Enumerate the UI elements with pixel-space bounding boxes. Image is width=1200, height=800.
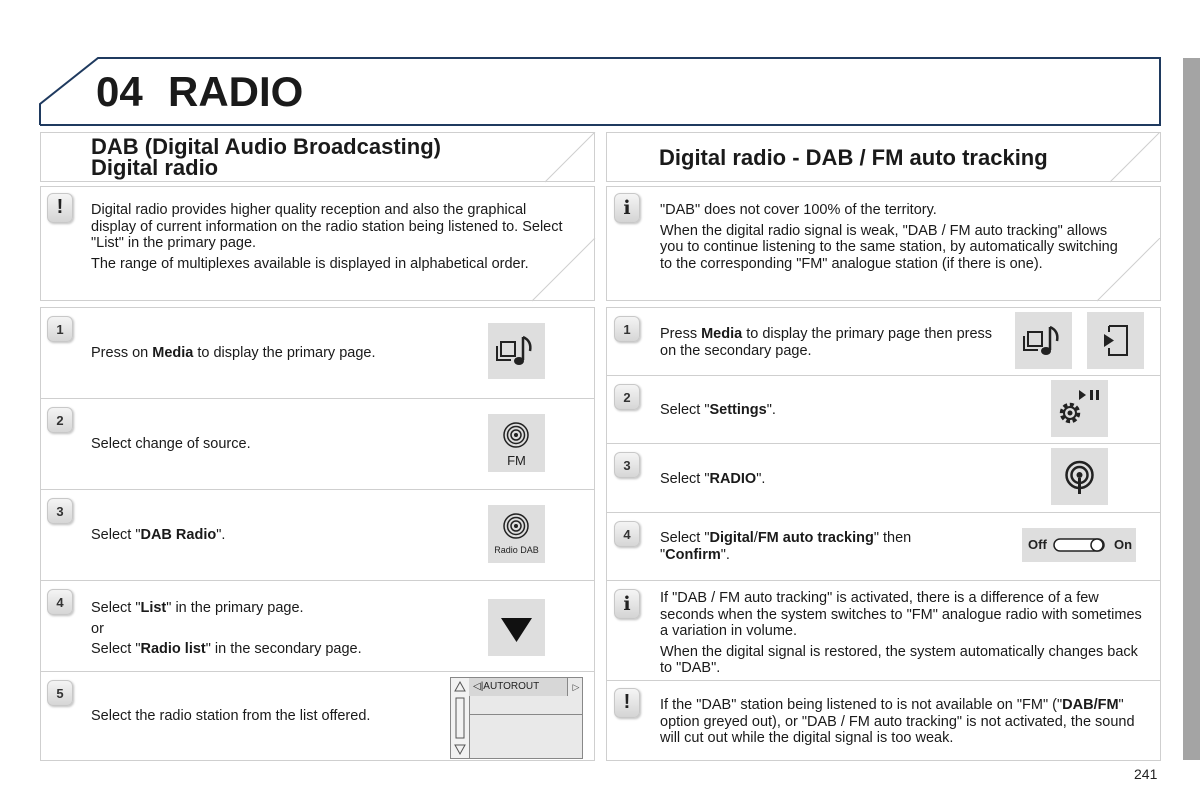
step-badge: 2 bbox=[614, 384, 640, 410]
step-badge: 4 bbox=[614, 521, 640, 547]
play-arrow-icon: ▷ bbox=[567, 678, 584, 696]
toggle-on-label: On bbox=[1114, 537, 1133, 552]
step-badge: 4 bbox=[47, 589, 73, 615]
fold-corner bbox=[1100, 132, 1161, 183]
right-info-text: "DAB" does not cover 100% of the territory. When the digital radio signal is weak, "DAB / FM auto tracking" allows you to continue listening to the same station, by automatically switching to the corresponding "FM" analogue station (if there is one). bbox=[660, 202, 1118, 272]
radio-signal-icon bbox=[488, 505, 545, 545]
left-step-3-text: Select "DAB Radio". bbox=[91, 527, 226, 543]
station-list-screen bbox=[450, 677, 583, 759]
media-button-icon bbox=[1015, 312, 1072, 369]
left-step-5-text: Select the radio station from the list offered. bbox=[91, 708, 371, 724]
divider bbox=[40, 580, 595, 581]
page-number: 241 bbox=[1134, 766, 1158, 782]
left-step-2-text: Select change of source. bbox=[91, 436, 251, 452]
speaker-icon: ◁| bbox=[473, 681, 484, 692]
step-badge: 2 bbox=[47, 407, 73, 433]
right-step-2-text: Select "Settings". bbox=[660, 402, 776, 418]
chapter-number: 04 bbox=[96, 68, 143, 115]
radio-dab-icon-box bbox=[488, 505, 545, 563]
divider bbox=[40, 398, 595, 399]
right-heading: Digital radio - DAB / FM auto tracking bbox=[659, 145, 1048, 170]
toggle-off-label: Off bbox=[1028, 537, 1047, 552]
settings-icon-box bbox=[1051, 380, 1108, 437]
warning-icon: ! bbox=[614, 688, 640, 718]
auto-tracking-toggle bbox=[1022, 528, 1136, 562]
left-note-text: Digital radio provides higher quality reception and also the graphical display of current information on the radio station being listened to. Select "List" in the primary page. The range of multiplexes available is displayed in alphabetical order. bbox=[91, 202, 563, 272]
list-scrollbar bbox=[451, 678, 470, 758]
divider bbox=[606, 580, 1161, 581]
left-heading: DAB (Digital Audio Broadcasting) Digital radio bbox=[91, 134, 441, 180]
divider bbox=[606, 512, 1161, 513]
secondary-page-icon bbox=[1087, 312, 1144, 369]
secondary-page-icon-box bbox=[1087, 312, 1144, 369]
source-fm-icon-box bbox=[488, 414, 545, 472]
step-badge: 1 bbox=[614, 316, 640, 342]
right-info2-text: If "DAB / FM auto tracking" is activated, there is a difference of a few seconds when the system switches to "FM" analogue radio with sometimes a variation in volume. When the digital signal is restored, the system automatically changes back to "DAB". bbox=[660, 590, 1142, 676]
fold-corner bbox=[535, 132, 596, 183]
media-icon bbox=[1015, 312, 1072, 369]
divider bbox=[606, 443, 1161, 444]
warning-icon: ! bbox=[47, 193, 73, 223]
divider bbox=[40, 489, 595, 490]
media-icon bbox=[488, 323, 545, 379]
info-icon: i bbox=[614, 193, 640, 223]
media-button-icon bbox=[488, 323, 545, 379]
radio-antenna-icon bbox=[1051, 448, 1108, 505]
divider bbox=[40, 671, 595, 672]
left-step-4-text: Select "List" in the primary page. or Select "Radio list" in the secondary page. bbox=[91, 600, 362, 657]
right-step-1-text: Press Media to display the primary page then press on the secondary page. bbox=[660, 326, 993, 359]
triangle-down-icon bbox=[488, 599, 545, 656]
radio-signal-icon bbox=[488, 414, 545, 454]
scroll-arrows-icon bbox=[451, 678, 469, 758]
info-icon: i bbox=[614, 589, 640, 619]
chapter-title: RADIO bbox=[168, 68, 304, 115]
toggle-switch-icon bbox=[1052, 536, 1108, 554]
list-row-line bbox=[469, 696, 583, 715]
station-list-item: ◁|AUTOROUT bbox=[469, 678, 567, 696]
right-step-3-text: Select "RADIO". bbox=[660, 471, 766, 487]
step-badge: 3 bbox=[614, 452, 640, 478]
radio-dab-label: Radio DAB bbox=[494, 545, 539, 555]
right-warning-text: If the "DAB" station being listened to is not available on "FM" ("DAB/FM" option greyed out), or "DAB / FM auto tracking" is not activated, the sound will cut out while the digital signal is too weak. bbox=[660, 697, 1135, 746]
step-badge: 3 bbox=[47, 498, 73, 524]
step-badge: 5 bbox=[47, 680, 73, 706]
radio-icon-box bbox=[1051, 448, 1108, 505]
fm-label: FM bbox=[507, 453, 526, 468]
right-step-4-text: Select "Digital/FM auto tracking" then "Confirm". bbox=[660, 530, 912, 563]
side-thumb-tab bbox=[1183, 58, 1200, 760]
step-badge: 1 bbox=[47, 316, 73, 342]
left-step-1-text: Press on Media to display the primary page. bbox=[91, 345, 376, 361]
list-down-icon-box bbox=[488, 599, 545, 656]
settings-gear-icon bbox=[1051, 380, 1108, 437]
divider bbox=[606, 375, 1161, 376]
